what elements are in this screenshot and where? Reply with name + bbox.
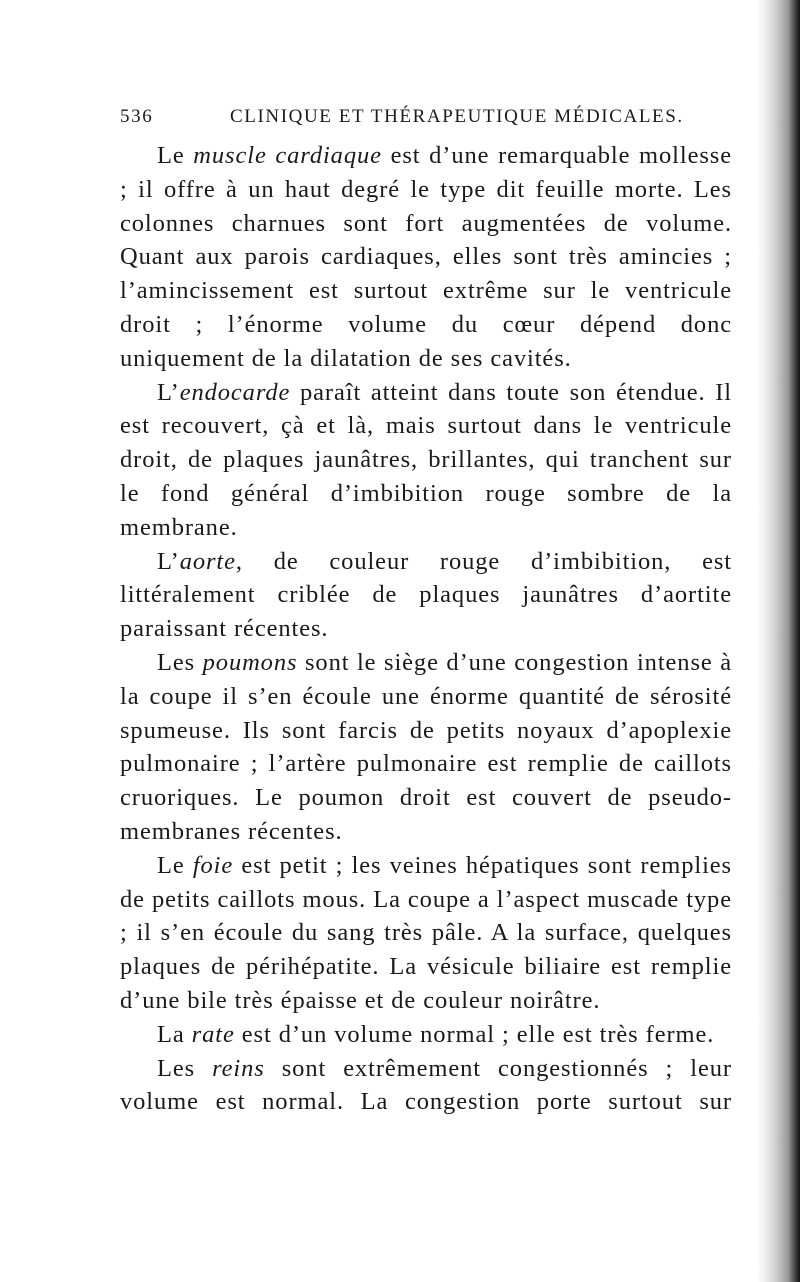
page-number: 536 bbox=[120, 106, 154, 127]
paragraph-aorte: L’aorte, de couleur rouge d’imbibition, est littéralement criblée de plaques jaunâtres d’aortite paraissant récentes. bbox=[120, 547, 732, 643]
page-binding-edge bbox=[756, 0, 800, 1282]
term-endocarde: endocarde bbox=[179, 378, 291, 406]
paragraph-poumons: Les poumons sont le siège d’une congestion intense à la coupe il s’en écoule une énorme quantité de sérosité spumeuse. Ils sont farcis de petits noyaux d’apoplexie pulmonaire ; l’artère pulmonaire est remplie de caillots cruoriques. Le poumon droit est couvert de pseudo-membranes récentes. bbox=[120, 648, 732, 845]
paragraph-reins: Les reins sont extrêmement congestionnés ; leur volume est normal. La congestion porte surtout sur bbox=[120, 1054, 732, 1116]
term-rate: rate bbox=[191, 1020, 235, 1048]
paragraph-endocarde: L’endocarde paraît atteint dans toute son étendue. Il est recouvert, çà et là, mais surtout dans le ventricule droit, de plaques jaunâtres, brillantes, qui tranchent sur le fond général d’imbibition rouge sombre de la membrane. bbox=[120, 378, 732, 541]
running-head bbox=[120, 106, 730, 134]
term-poumons: poumons bbox=[202, 648, 298, 676]
term-muscle-cardiaque: muscle cardiaque bbox=[193, 142, 382, 169]
paragraph-rate: La rate est d’un volume normal ; elle est très ferme. bbox=[157, 1020, 715, 1048]
paragraph-foie: Le foie est petit ; les veines hépatiques sont remplies de petits caillots mous. La coupe a l’aspect muscade type ; il s’en écoule du sang très pâle. A la surface, quelques plaques de périhépatite. La vésicule biliaire est remplie d’une bile très épaisse et de couleur noirâtre. bbox=[120, 851, 732, 1014]
body-text bbox=[120, 139, 732, 1119]
term-aorte: aorte bbox=[179, 547, 236, 575]
running-title: CLINIQUE ET THÉRAPEUTIQUE MÉDICALES. bbox=[230, 106, 684, 127]
term-reins: reins bbox=[212, 1054, 265, 1082]
paragraph-muscle-cardiaque: Le muscle cardiaque est d’une remarquable mollesse ; il offre à un haut degré le type dit feuille morte. Les colonnes charnues sont fort augmentées de volume. Quant aux parois cardiaques, elles sont très amincies ; l’amincissement est surtout extrême sur le ventricule droit ; l’énorme volume du cœur dépend donc uniquement de la dilatation de ses cavités. bbox=[120, 142, 732, 372]
term-foie: foie bbox=[192, 851, 234, 879]
